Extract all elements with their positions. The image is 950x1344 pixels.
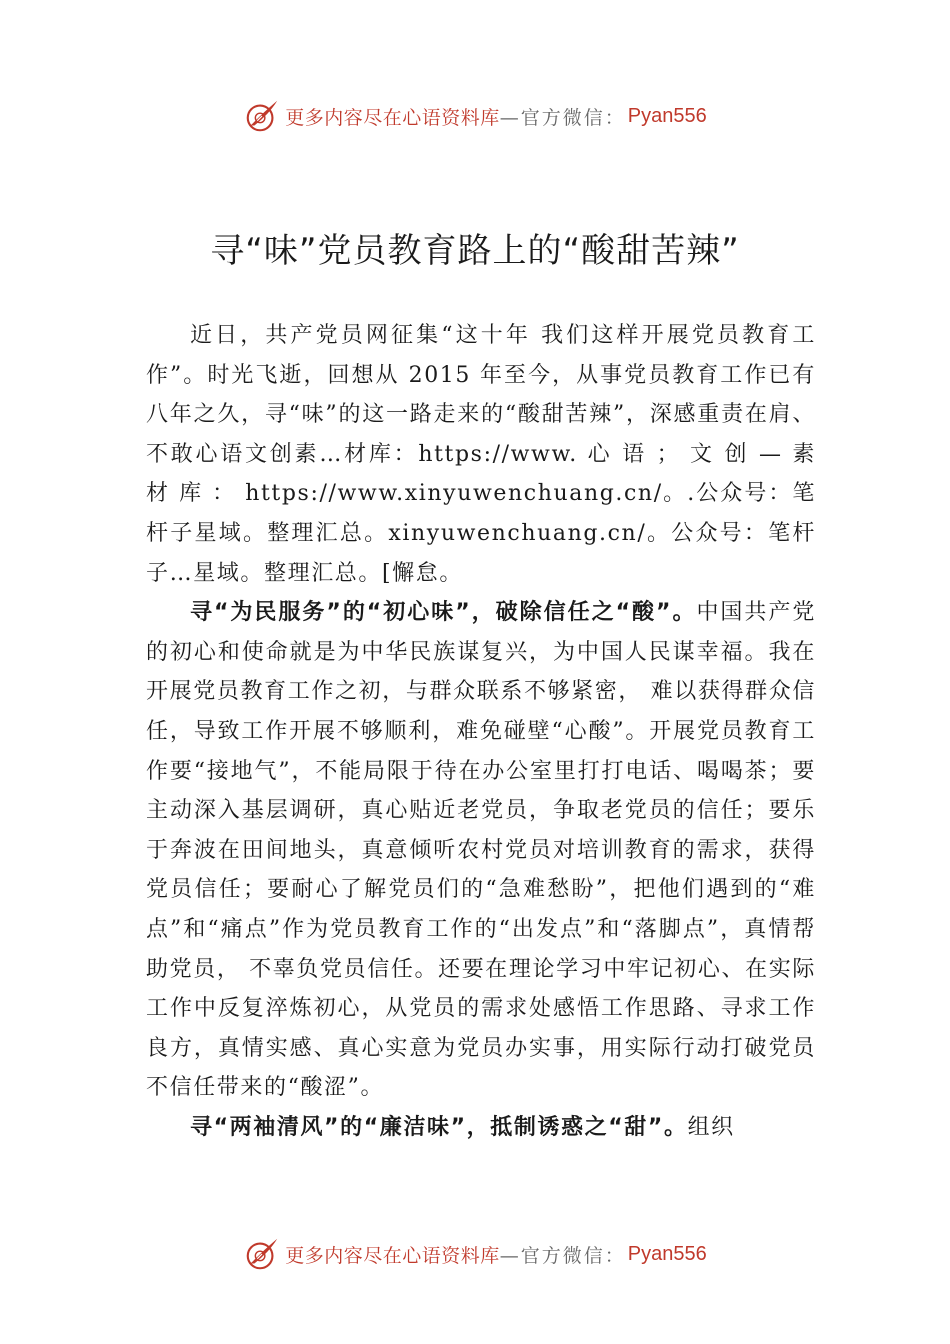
section-heading-1: 寻“为民服务”的“初心味”，破除信任之“酸”。 — [190, 600, 697, 626]
watermark-text: 更多内容尽在心语资料库 — [285, 1244, 500, 1267]
section-paragraph-1 — [146, 593, 816, 1108]
section-heading-2: 寻“两袖清风”的“廉洁味”，抵制诱惑之“甜”。 — [190, 1114, 688, 1140]
watermark-wechat-id: Pyan556 — [627, 104, 707, 127]
watermark-wechat-id: Pyan556 — [627, 1242, 707, 1265]
header-watermark — [0, 94, 950, 138]
section-paragraph-2 — [146, 1108, 816, 1148]
document-title: 寻“味”党员教育路上的“酸甜苦辣” — [210, 230, 740, 271]
section-body-1: 中国共产党的初心和使命就是为中华民族谋复兴，为中国人民谋幸福。我在开展党员教育工作之初，与群众联系不够紧密， 难以获得群众信任，导致工作开展不够顺利，难免碰壁“心酸”。开展党员教育工作要“接地气”，不能局限于待在办公室里打打电话、喝喝茶；要主动深入基层调研，真心贴近老党员，争取老党员的信任；要乐于奔波在田间地头，真意倾听农村党员对培训教育的需求，获得党员信任；要耐心了解党员们的“急难愁盼”，把他们遇到的“难点”和“痛点”作为党员教育工作的“出发点”和“落脚点”，真情帮助党员， 不辜负党员信任。还要在理论学习中牢记初心、在实际工作中反复淬炼初心，从党员的需求处感悟工作思路、寻求工作良方，真情实感、真心实意为党员办实事，用实际行动打破党员不信任带来的“酸涩”。 — [146, 600, 816, 1101]
intro-paragraph: 近日，共产党员网征集“这十年 我们这样开展党员教育工作”。时光飞逝，回想从 2015 年至今，从事党员教育工作已有八年之久，寻“味”的这一路走来的“酸甜苦辣”，深感重责在肩、不敢心语文创素…材库：https://www. 心 语 ； 文 创 — 素 材 库 ： https://www.xinyuwenchuang.cn/。.公众号：笔杆子星域。整理汇总。xinyuwenchuang.cn/。公众号：笔杆子…星域。整理汇总。[懈怠。 — [146, 323, 816, 586]
watermark-text: 更多内容尽在心语资料库 — [285, 106, 500, 129]
quill-seal-icon — [243, 1235, 281, 1273]
document-body — [146, 316, 816, 1147]
footer-watermark — [0, 1232, 950, 1276]
watermark-wechat-label: —官方微信： — [499, 1244, 626, 1267]
section-body-2: 组织 — [687, 1114, 735, 1140]
watermark-wechat-label: —官方微信： — [499, 106, 626, 129]
quill-seal-icon — [243, 97, 281, 135]
